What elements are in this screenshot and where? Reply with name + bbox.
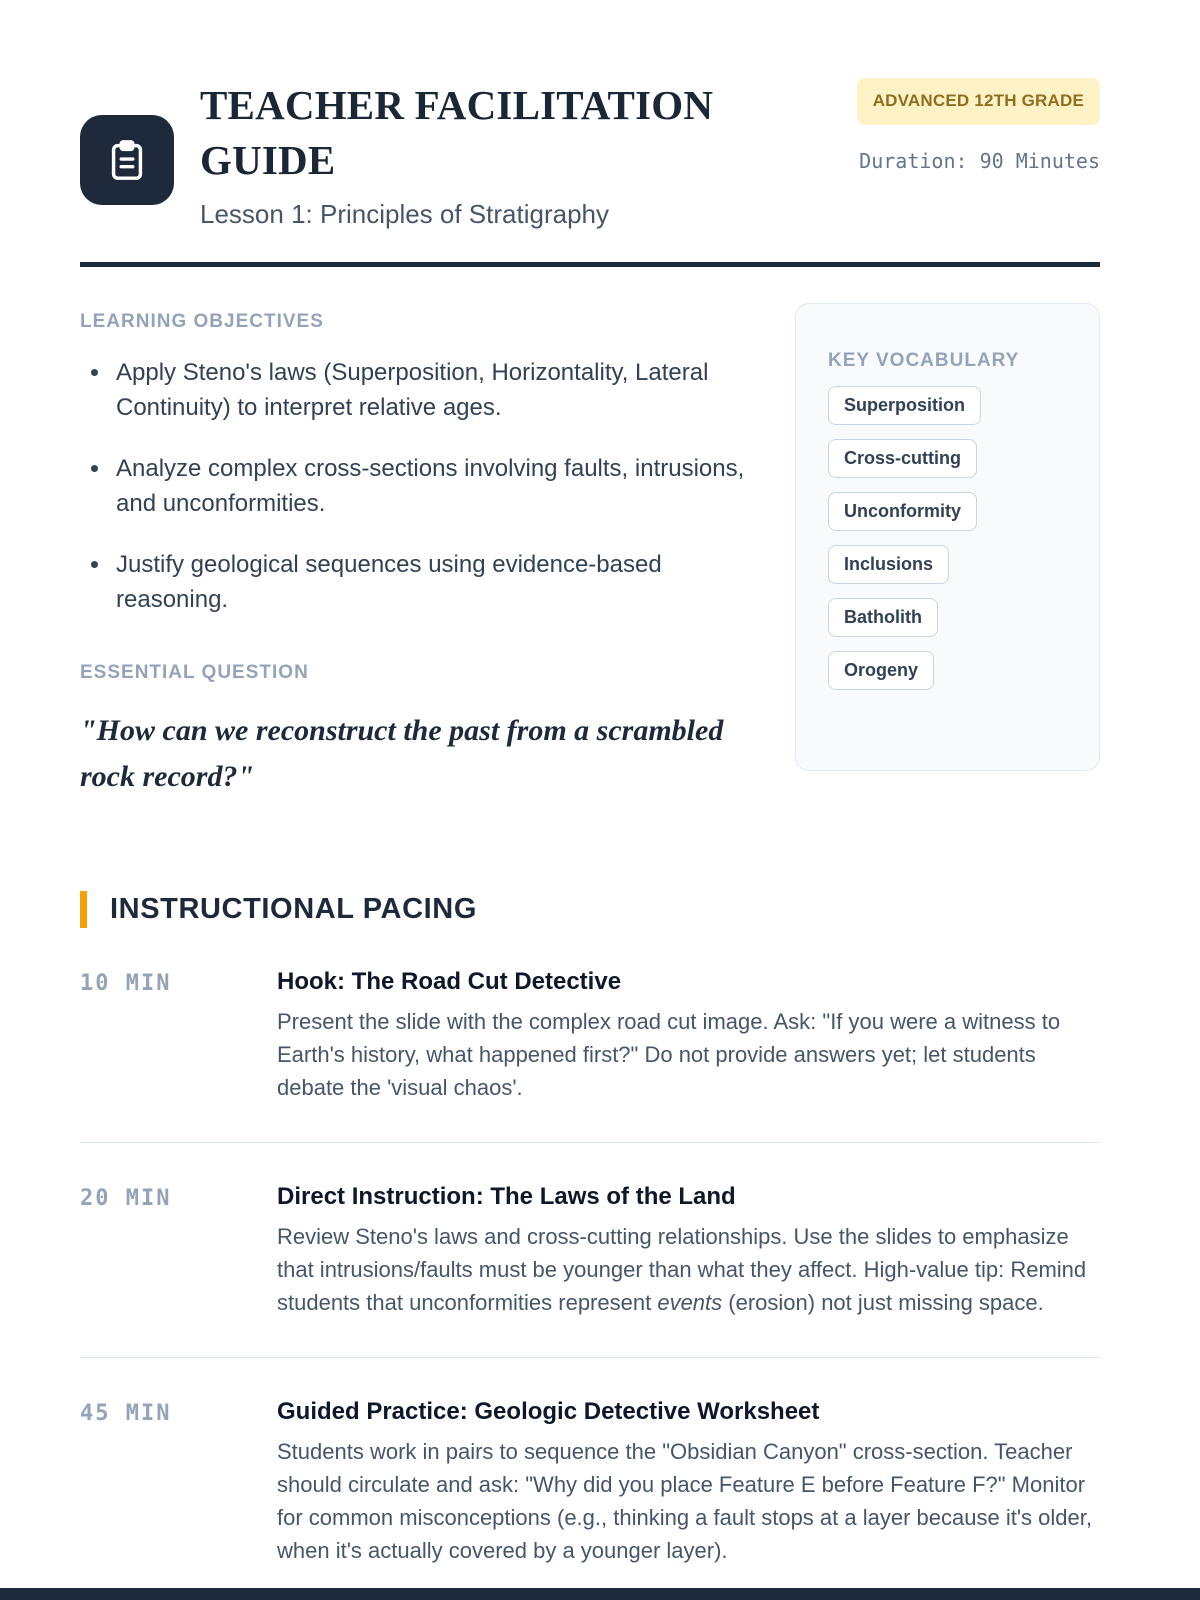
pacing-time: 45 MIN [80,1400,172,1426]
pacing-content [277,968,1100,1104]
clipboard-icon [80,115,174,205]
duration-text: Duration: 90 Minutes [859,148,1100,173]
pacing-time: 20 MIN [80,1185,172,1211]
essential-question-quote: "How can we reconstruct the past from a scrambled rock record?" [80,713,724,794]
vocab-chip-unconformity: Unconformity [828,492,977,531]
vocab-chip-cross-cutting: Cross-cutting [828,439,977,478]
vocab-chip-orogeny: Orogeny [828,651,934,690]
title-block [200,78,838,230]
accent-bar [80,891,87,928]
objective-item: • Analyze complex cross-sections involving faults, intrusions, and unconformities. [112,451,745,522]
pacing-row-hook [80,928,1100,1142]
vocab-chip-batholith: Batholith [828,598,938,637]
pacing-description-emphasis: events [657,1289,723,1315]
page-title: TEACHER FACILITATION GUIDE [200,82,714,184]
pacing-description-text: (erosion) not just missing space. [722,1289,1044,1315]
objective-item: • Apply Steno's laws (Superposition, Horizontality, Lateral Continuity) to interpret relative ages. [112,355,745,426]
learning-objectives-heading: LEARNING OBJECTIVES [80,310,324,332]
pacing-content [277,1398,1100,1567]
pacing-title: Hook: The Road Cut Detective [277,967,622,995]
vocabulary-heading: KEY VOCABULARY [828,349,1020,371]
pacing-row-guided-practice [80,1357,1100,1600]
vocab-chip-inclusions: Inclusions [828,545,949,584]
pacing-title: Guided Practice: Geologic Detective Worksheet [277,1397,820,1425]
header [80,78,1100,230]
objectives-list [80,355,745,618]
vocabulary-card [795,303,1100,771]
vocab-chip-superposition: Superposition [828,386,981,425]
header-meta [838,78,1100,177]
objective-item: • Justify geological sequences using evidence-based reasoning. [112,547,745,618]
pacing-title: Direct Instruction: The Laws of the Land [277,1182,736,1210]
pacing-heading: INSTRUCTIONAL PACING [110,892,477,925]
pacing-description-text: Review Steno's laws and cross-cutting relationships. Use the slides to emphasize that intrusions/faults must be younger than what they affect. High-value tip: Remind students that unconformities represent [277,1223,1087,1315]
essential-question-heading: ESSENTIAL QUESTION [80,661,309,683]
overview-section [80,267,1100,801]
footer-bar [0,1588,1200,1600]
pacing-row-direct-instruction [80,1142,1100,1357]
grade-badge: ADVANCED 12TH GRADE [857,78,1100,125]
pacing-content [277,1183,1100,1319]
pacing-heading-row [80,891,1100,928]
pacing-time: 10 MIN [80,970,172,996]
pacing-description: Students work in pairs to sequence the "Obsidian Canyon" cross-section. Teacher should circulate and ask: "Why did you place Feature E before Feature F?" Monitor for common misconceptions (e.g., thinking a fault stops at a layer because it's older, when it's actually covered by a younger layer). [277,1438,1092,1563]
pacing-description: Present the slide with the complex road cut image. Ask: "If you were a witness to Earth's history, what happened first?" Do not provide answers yet; let students debate the 'visual chaos'. [277,1008,1061,1100]
objectives-column [80,267,795,801]
pacing-description [277,1220,1100,1319]
page-subtitle: Lesson 1: Principles of Stratigraphy [200,198,609,229]
